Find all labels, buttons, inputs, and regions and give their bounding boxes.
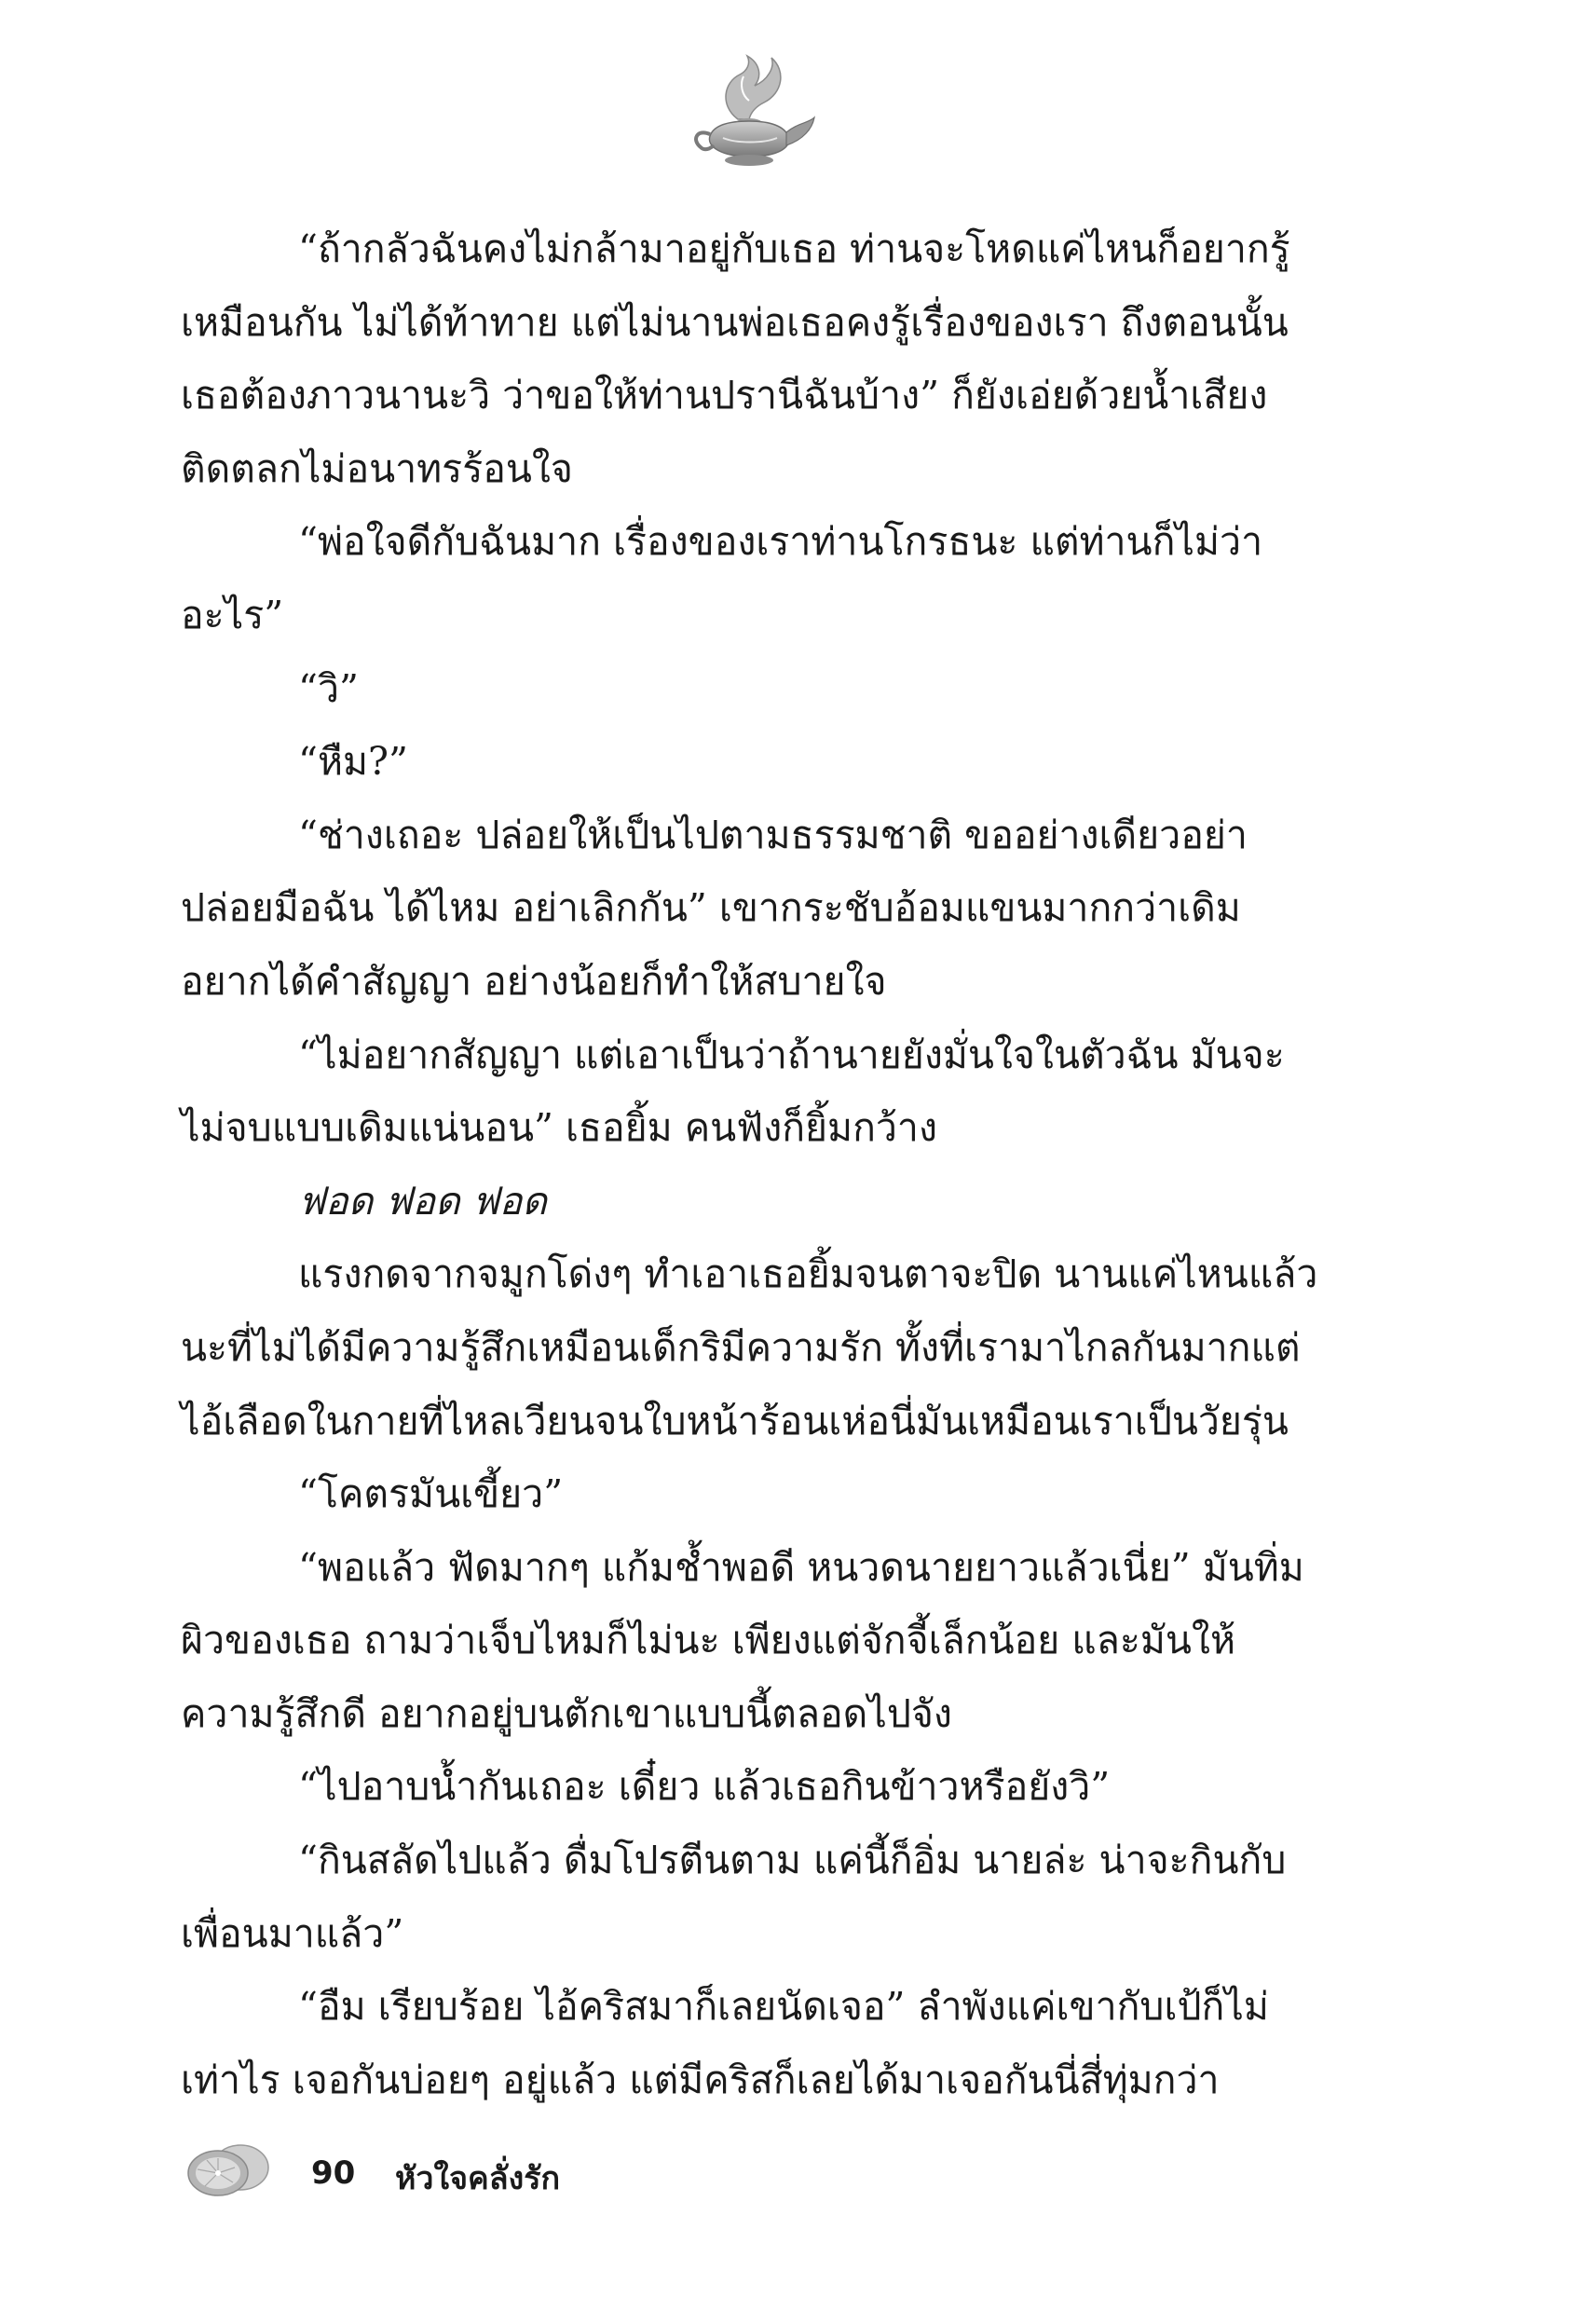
paragraph: “ไปอาบน้ำกันเถอะ เดี๋ยว แล้วเธอกินข้าวหรือยังวิ” [298, 1764, 1111, 1810]
page-number: 90 [311, 2154, 356, 2192]
paragraph: แรงกดจากจมูกโด่งๆ ทำเอาเธอยิ้มจนตาจะปิด นานแค่ไหนแล้วนะที่ไม่ได้มีความรู้สึกเหมือนเด็กริมีความรัก ทั้งที่เรามาไกลกันมากแต่ไอ้เลือดในกายที่ไหลเวียนจนใบหน้าร้อนเห่อนี่มันเหมือนเราเป็นวัยรุ่น [181, 1251, 1318, 1443]
paragraph: “ช่างเถอะ ปล่อยให้เป็นไปตามธรรมชาติ ขออย่างเดียวอย่าปล่อยมือฉัน ได้ไหม อย่าเลิกกัน” เขากระชับอ้อมแขนมากกว่าเดิมอยากได้คำสัญญา อย่างน้อยก็ทำให้สบายใจ [181, 812, 1248, 1004]
genie-lamp-icon [682, 54, 822, 175]
paragraph: “โคตรมันเขี้ยว” [298, 1471, 564, 1517]
paragraph: “พอแล้ว ฟัดมากๆ แก้มช้ำพอดี หนวดนายยาวแล้วเนี่ย” มันทิ่มผิวของเธอ ถามว่าเจ็บไหมก็ไม่นะ เพียงแต่จักจี้เล็กน้อย และมันให้ความรู้สึกดี อยากอยู่บนตักเขาแบบนี้ตลอดไปจัง [181, 1544, 1304, 1736]
paragraph: “พ่อใจดีกับฉันมาก เรื่องของเราท่านโกรธนะ แต่ท่านก็ไม่ว่าอะไร” [181, 519, 1263, 637]
chapter-text [181, 212, 1325, 2116]
paragraph: “ไม่อยากสัญญา แต่เอาเป็นว่าถ้านายยังมั่นใจในตัวฉัน มันจะไม่จบแบบเดิมแน่นอน” เธอยิ้ม คนฟังก็ยิ้มกว้าง [181, 1032, 1285, 1151]
paragraph: ฟอด ฟอด ฟอด [298, 1178, 547, 1224]
paragraph: “อืม เรียบร้อย ไอ้คริสมาก็เลยนัดเจอ” ลำพังแค่เขากับเป้ก็ไม่เท่าไร เจอกันบ่อยๆ อยู่แล้ว แต่มีคริสก็เลยได้มาเจอกันนี่สี่ทุ่มกว่า [181, 1984, 1269, 2102]
page-footer [181, 2134, 833, 2208]
paragraph: “วิ” [298, 665, 359, 711]
paragraph: “หืม?” [298, 739, 408, 785]
paragraph: “ถ้ากลัวฉันคงไม่กล้ามาอยู่กับเธอ ท่านจะโหดแค่ไหนก็อยากรู้เหมือนกัน ไม่ได้ท้าทาย แต่ไม่นานพ่อเธอคงรู้เรื่องของเรา ถึงตอนนั้นเธอต้องภาวนานะวิ ว่าขอให้ท่านปรานีฉันบ้าง” ก็ยังเอ่ยด้วยน้ำเสียงติดตลกไม่อนาทรร้อนใจ [181, 226, 1290, 491]
book-title: หัวใจคลั่งรัก [395, 2160, 561, 2197]
paragraph: “กินสลัดไปแล้ว ดื่มโปรตีนตาม แค่นี้ก็อิ่ม นายล่ะ น่าจะกินกับเพื่อนมาแล้ว” [181, 1838, 1287, 1956]
citrus-slice-icon [181, 2140, 274, 2199]
